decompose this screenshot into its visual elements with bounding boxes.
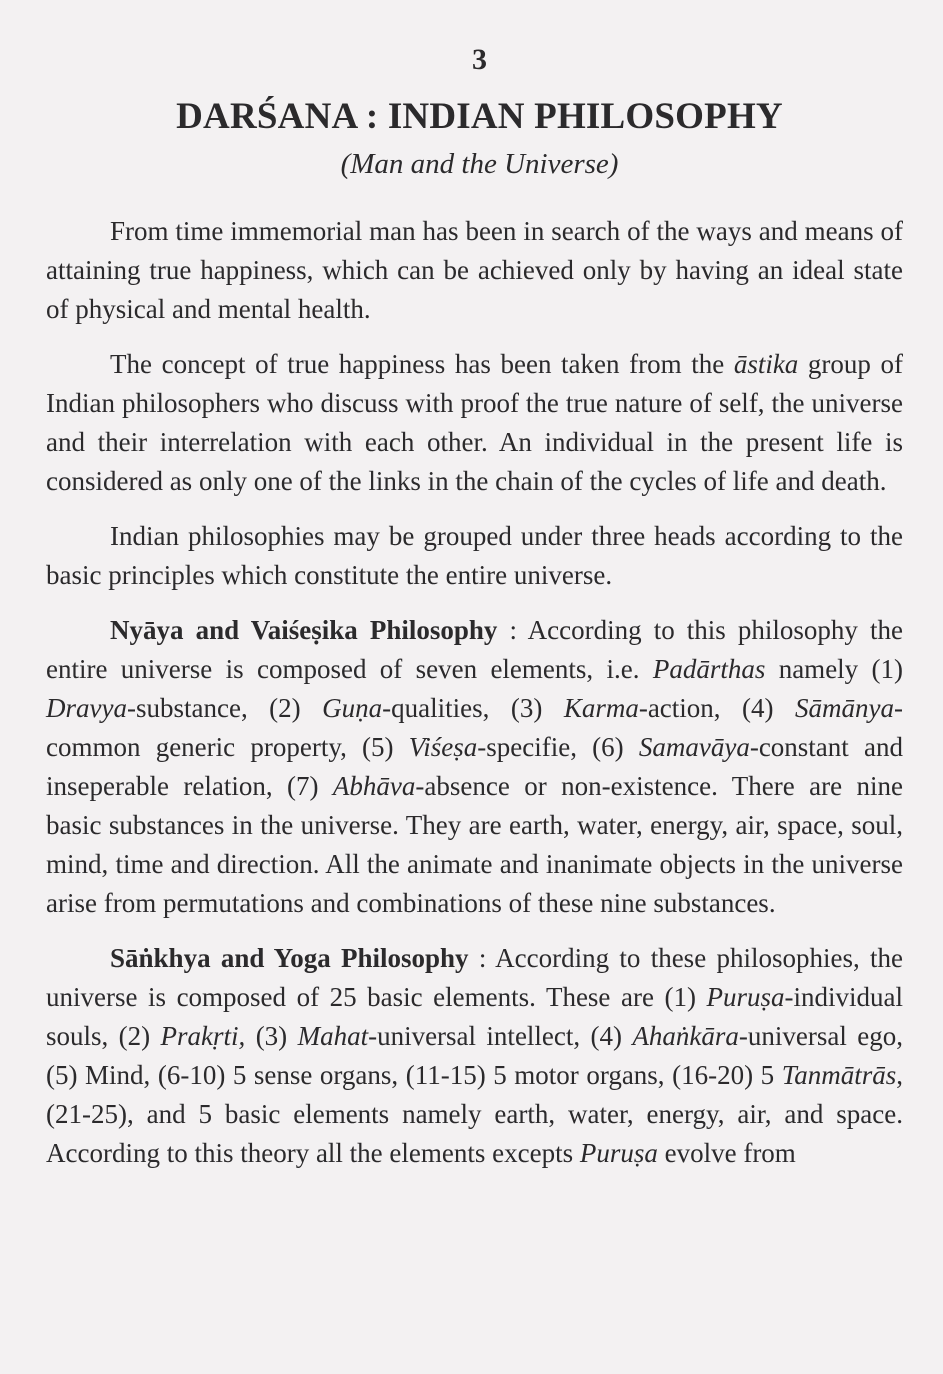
sanskrit-term: Tanmātrās <box>781 1060 897 1090</box>
text-run: (3) <box>245 1021 298 1051</box>
paragraph-1 <box>46 212 903 329</box>
sanskrit-term: āstika <box>733 349 799 379</box>
sanskrit-term: Mahat <box>297 1021 369 1051</box>
text-run: -universal intellect, (4) <box>368 1021 633 1051</box>
text-run: namely (1) <box>765 654 903 684</box>
chapter-body <box>46 212 903 1173</box>
text-run: -constant and inseperable relation, (7) <box>46 732 903 801</box>
text-run: Indian philosophies may be grouped under three heads according to the basic principles which constitute the entire universe. <box>46 521 903 590</box>
text-run: -universal ego, (5) Mind, (6-10) 5 sense organs, (11-15) 5 motor organs, (16-20) 5 <box>46 1021 903 1090</box>
text-run: -action, (4) <box>638 693 795 723</box>
sanskrit-term: Viśeṣa <box>408 732 478 762</box>
sanskrit-term: Prakṛti, <box>160 1021 246 1051</box>
paragraph-2 <box>46 345 903 501</box>
text-run: -specifie, (6) <box>477 732 639 762</box>
sanskrit-term: Dravya <box>46 693 127 723</box>
text-run: -individual souls, (2) <box>46 982 903 1051</box>
text-run: -qualities, (3) <box>382 693 564 723</box>
sanskrit-term: Samavāya <box>638 732 750 762</box>
sanskrit-term: Abhāva <box>332 771 416 801</box>
section-heading: Nyāya and Vaiśeṣika Philosophy <box>110 615 498 645</box>
text-run: -absence or non-existence. There are nine basic substances in the universe. They are earth, water, energy, air, space, soul, mind, time and direction. All the animate and inanimate objects in the universe arise from permutations and combinations of these nine substances. <box>46 771 903 918</box>
text-run: , (21-25), and 5 basic elements namely earth, water, energy, air, and space. According to this theory all the elements excepts <box>46 1060 903 1168</box>
text-run: : According to these philosophies, the universe is composed of 25 basic elements. These are (1) <box>46 943 904 1012</box>
text-run: -substance, (2) <box>126 693 323 723</box>
paragraph-nyaya-vaisesika <box>46 611 903 923</box>
section-heading: Sāṅkhya and Yoga Philosophy <box>110 943 469 973</box>
sanskrit-term: Ahaṅkāra <box>632 1021 739 1051</box>
sanskrit-term: Puruṣa <box>579 1138 658 1168</box>
chapter-number: 3 <box>472 43 487 76</box>
text-run: -common generic property, (5) <box>46 693 903 762</box>
text-run: evolve from <box>657 1138 796 1168</box>
text-run: : According to this philosophy the entire universe is composed of seven elements, i.e. <box>46 615 903 684</box>
sanskrit-term: Guṇa <box>322 693 383 723</box>
chapter-title: DARŚANA : INDIAN PHILOSOPHY <box>176 96 783 137</box>
sanskrit-term: Karma <box>563 693 639 723</box>
text-run: From time immemorial man has been in search of the ways and means of attaining true happiness, which can be achieved only by having an ideal state of physical and mental health. <box>46 216 903 324</box>
sanskrit-term: Puruṣa <box>706 982 785 1012</box>
paragraph-3 <box>46 517 903 595</box>
text-run: group of Indian philosophers who discuss with proof the true nature of self, the universe and their interrelation with each other. An individual in the present life is considered as only one of the links in the chain of the cycles of life and death. <box>46 349 904 496</box>
sanskrit-term: Padārthas <box>652 654 766 684</box>
chapter-subtitle: (Man and the Universe) <box>340 148 619 180</box>
text-run: The concept of true happiness has been taken from the <box>110 349 734 379</box>
sanskrit-term: Sāmānya <box>795 693 894 723</box>
paragraph-sankhya-yoga <box>46 939 903 1173</box>
